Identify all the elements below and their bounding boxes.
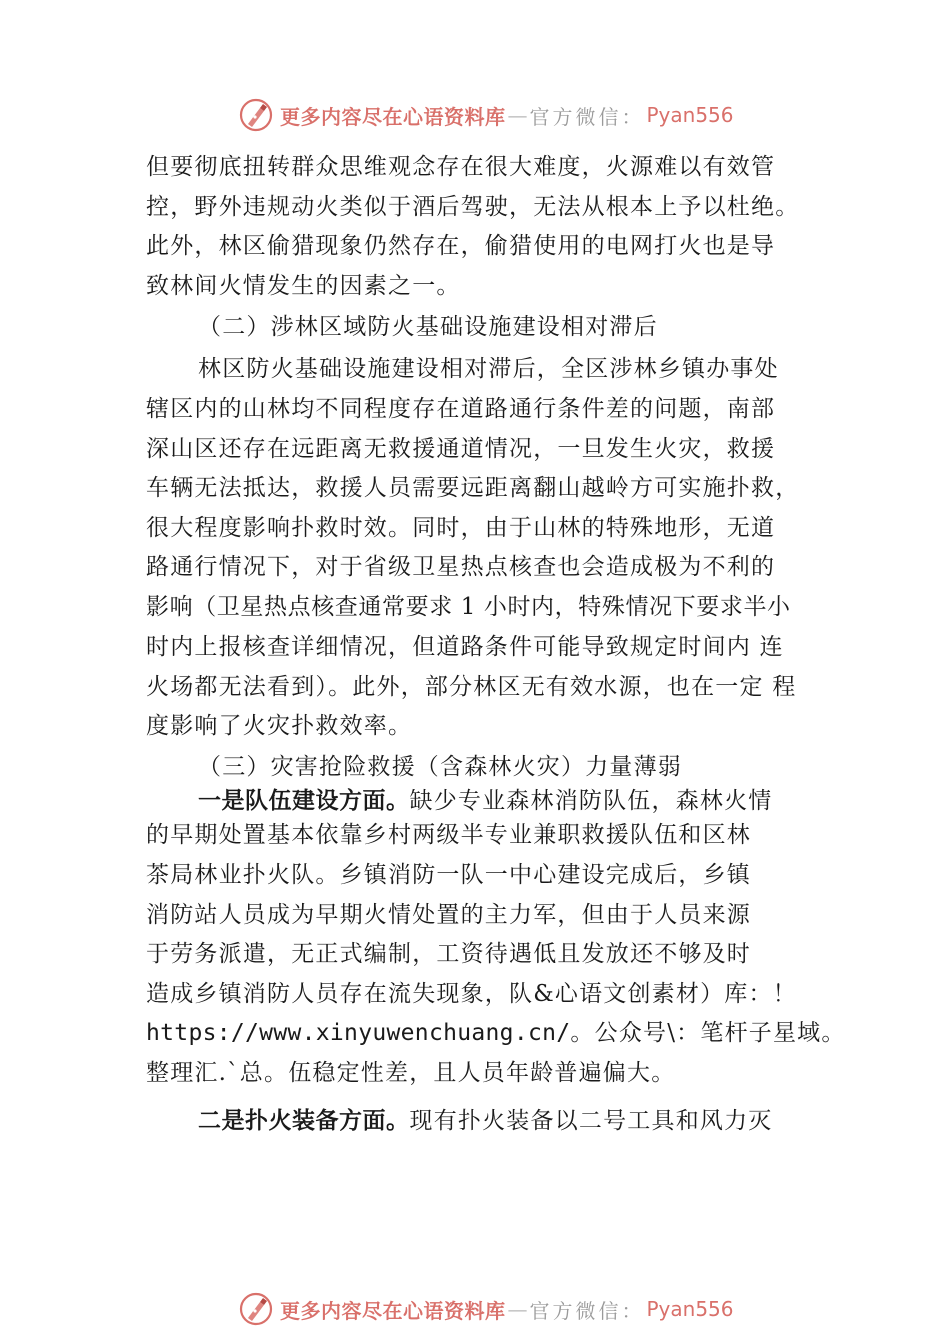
footer-banner bbox=[238, 1290, 734, 1328]
text-line: 辖区内的山林均不同程度存在道路通行条件差的问题，南部 bbox=[146, 396, 776, 422]
pen-nib-logo-icon bbox=[238, 1291, 274, 1327]
header-banner bbox=[238, 96, 734, 134]
text-line: 致林间火情发生的因素之一。 bbox=[146, 273, 461, 299]
pen-nib-logo-icon bbox=[238, 97, 274, 133]
text-line: 但要彻底扭转群众思维观念存在很大难度，火源难以有效管 bbox=[146, 154, 776, 180]
lead-paragraph-equipment bbox=[198, 1106, 773, 1136]
footer-wechat-id: Pyan556 bbox=[646, 1297, 734, 1321]
text-line: 影响（卫星热点核查通常要求 1 小时内，特殊情况下要求半小 bbox=[146, 594, 791, 620]
text-line: 林区防火基础设施建设相对滞后，全区涉林乡镇办事处 bbox=[198, 356, 779, 382]
text-line: 控，野外违规动火类似于酒后驾驶，无法从根本上予以杜绝。 bbox=[146, 194, 800, 220]
lead-heading-equipment: 二是扑火装备方面。 bbox=[198, 1108, 410, 1134]
text-line: 整理汇.`总。伍稳定性差，且人员年龄普遍偏大。 bbox=[146, 1060, 676, 1086]
text-line: 造成乡镇消防人员存在流失现象，队&心语文创素材）库：！ bbox=[146, 981, 797, 1007]
website-url: https://www.xinyuwenchuang.cn/ bbox=[146, 1020, 571, 1046]
text-line: 于劳务派遣，无正式编制，工资待遇低且发放还不够及时 bbox=[146, 941, 751, 967]
text-line: 的早期处置基本依靠乡村两级半专业兼职救援队伍和区林 bbox=[146, 822, 751, 848]
url-line-text: 。公众号\：笔杆子星域。 bbox=[570, 1020, 846, 1046]
text-line: 车辆无法抵达，救援人员需要远距离翻山越岭方可实施扑救， bbox=[146, 475, 800, 501]
header-slogan: 更多内容尽在心语资料库 bbox=[280, 104, 506, 129]
header-wechat-label: 官方微信： bbox=[529, 104, 645, 129]
text-line: 路通行情况下，对于省级卫星热点核查也会造成极为不利的 bbox=[146, 554, 776, 580]
text-line: 深山区还存在远距离无救援通道情况，一旦发生火灾，救援 bbox=[146, 436, 776, 462]
footer-wechat-label: 官方微信： bbox=[529, 1298, 645, 1323]
header-wechat-id: Pyan556 bbox=[646, 103, 734, 127]
section-heading-3: （三）灾害抢险救援（含森林火灾）力量薄弱 bbox=[198, 754, 682, 780]
text-line: 此外，林区偷猎现象仍然存在，偷猎使用的电网打火也是导 bbox=[146, 233, 776, 259]
text-line: 消防站人员成为早期火情处置的主力军，但由于人员来源 bbox=[146, 902, 751, 928]
url-line bbox=[146, 1018, 846, 1048]
text-line: 很大程度影响扑救时效。同时，由于山林的特殊地形，无道 bbox=[146, 515, 776, 541]
text-line: 度影响了火灾扑救效率。 bbox=[146, 713, 413, 739]
footer-separator: — bbox=[507, 1297, 528, 1321]
text-line: 时内上报核查详细情况，但道路条件可能导致规定时间内 连 bbox=[146, 634, 784, 660]
section-heading-2: （二）涉林区域防火基础设施建设相对滞后 bbox=[198, 314, 658, 340]
header-separator: — bbox=[507, 103, 528, 127]
footer-slogan: 更多内容尽在心语资料库 bbox=[280, 1298, 506, 1323]
lead-heading-team: 一是队伍建设方面。 bbox=[198, 788, 410, 814]
lead-text-equipment: 现有扑火装备以二号工具和风力灭 bbox=[409, 1108, 773, 1134]
lead-paragraph-team bbox=[198, 786, 773, 816]
text-line: 火场都无法看到）。此外，部分林区无有效水源，也在一定 程 bbox=[146, 674, 797, 700]
lead-text-team: 缺少专业森林消防队伍，森林火情 bbox=[409, 788, 773, 814]
text-line: 茶局林业扑火队。乡镇消防一队一中心建设完成后，乡镇 bbox=[146, 862, 751, 888]
